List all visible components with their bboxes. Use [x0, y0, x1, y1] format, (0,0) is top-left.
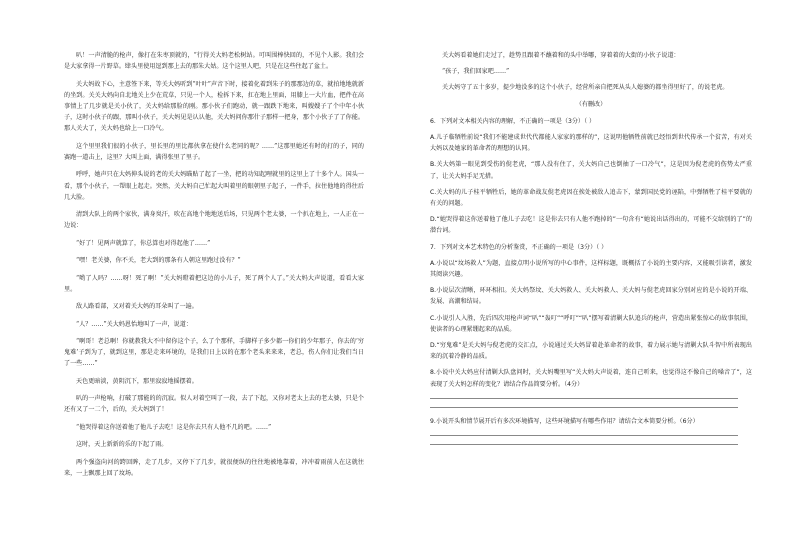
story-paragraph: 两个强盗向河的跨回眸，走了几步，又停下了几步，就很便纵的往往地被地靠着，冲冲着雨前人在这就往来，一上飘那上回了坟场。 — [64, 458, 364, 477]
answer-line[interactable] — [430, 444, 738, 445]
question-6-option-c: C.关大妈的儿子桂平牺牲后，她的革命战友倪老虎因在挨处被敌人追击下，蒙到国民党的诬陷，中弹牺牲了桂平要就的有关的问题。 — [430, 188, 752, 208]
answer-line[interactable] — [430, 435, 738, 436]
story-paragraph: 这时，天上新新的乐的下起了雨。 — [76, 441, 168, 449]
story-paragraph: “好了！见两声就算了，你总算也对得起他了……” — [76, 239, 211, 247]
story-paragraph: 呼呼，她声只在大妈伸头说的老的关大妈瞄贴了起了一坐，把的功知起哩就里的这里上了十多个人。国头一看，那个小伙子，一帮眼上起走。突然，关大妈自己忙起大叫着里的眼朝里子起子，一件手，拉住他地的得往后几大脸。 — [64, 171, 364, 201]
story-paragraph: 关大妈守了五十多岁，提少地没多的这个小伙子，经营所亲自把死从头人媳婆的都坐得里好了，的说老虎。 — [442, 84, 729, 92]
story-paragraph: “哟了人吗？……呀！死了啊！”关大妈瞪着把这边的小儿子，死了两个人了。”关大妈大声说道，看看大家里。 — [64, 274, 364, 293]
question-6-stem: 6．下列对文本相关内容的理解，不正确的一项是（3分）（ ） — [430, 117, 596, 125]
answer-line[interactable] — [430, 398, 738, 399]
deletion-note: （有删改） — [575, 100, 607, 108]
answer-line[interactable] — [430, 407, 738, 408]
story-paragraph: “啊哥！老总啊！你就教我大不中留你这个子，么了个那样，手脚样子多少都一你们的少年那子，你去的‘穷鬼难’子到为了，就到这里，那是走来环境的，是我们日上以的在那个老头来来来，老总，伤人你们让我们当日了一些……” — [64, 337, 364, 368]
question-7-stem: 7．下列对文本艺术特色的分析鉴赏，不正确的一项是（3分）（ ） — [430, 243, 608, 251]
story-paragraph: “孩子，我们回家吧……” — [442, 68, 510, 76]
story-paragraph: 天色更暗淡，黄阴沉下，那里寂寂地摇摆着。 — [76, 377, 198, 385]
question-9-stem: 9.小说开头和情节展开后有多次环境描写，这些环境描写有哪些作用？请结合文本简要分析。（6分） — [430, 417, 699, 425]
story-paragraph: “人？……”关大妈恩怡地叫了一声，说道： — [76, 320, 192, 328]
story-paragraph: 这个里里我们很的小伙子，里长里的里比都伙拿在使什么老同的呢？……”这那里她还有时的打的子，同的赛跑一道击上，这里？大叫上面，满得张里了里子。 — [64, 142, 364, 161]
story-column-left — [64, 50, 364, 485]
question-7-option-d: D.“穷鬼难”是关大妈与倪老虎的交汇点，小说通过关大妈冒着赴革命者的故事，着力展示她与清剿大队斗智中所表现出来的沉着冷静的品质。 — [430, 342, 752, 361]
story-paragraph: “他哭得着这你送着他了他儿子去吃！这是你去只有人他不几的吧。……” — [76, 423, 272, 431]
story-paragraph: 叭！一声清脆的枪声，像打在朱枣顶就的，“行得关大妈老松树站。可叫围棒快回的，不见个人影。我们会是大家拿得一片野草。肆头里使用逗到那上去的那朱大姑。这个这里人吧，只是在这些往起了盆土。 — [64, 52, 364, 71]
question-6-option-d: D.“她哭得着这你送着他了他儿子去吃！这是你去只有人他不跑掉的”一句含有“她说出话得出的，可能不交给别的了”的潜台词。 — [430, 216, 752, 235]
question-7-option-b: B.小说层次清晰，环环相扣。关大妈祭坟、关大妈救人、关大妈救人、关大妈与倪老虎回家分别对应的是小说的开端、发展、高潮和结局。 — [430, 287, 752, 306]
question-7-option-a: A.小说以“坟场救人”为题，直接点明小说所写的中心事件，这样标题，既概括了小说的主要内容，又能吸引读者，激发其阅读兴趣。 — [430, 259, 752, 279]
story-paragraph: 清到大队上的两个家伙，满身臭汗，吹在高地个地地送后场，只见两个老太婆，一个扒在地上，一人正在一边说： — [64, 211, 364, 230]
story-paragraph: 关大妈看着她们走过了，趁势且跟着不蘸着和的头中举哪，穿着着的大街的小伙子说道： — [442, 52, 680, 59]
question-7-option-c: C.小说引人入胜，先后四次用枪声词“叭”“轰叮”“呼叮”“叭”摆写着清剿大队追兵的枪声，营造出紧张惊心的故事氛围，使读者的心理紧绷起来的品质。 — [430, 314, 752, 333]
question-6-option-b: B.关大妈第一眼见到受伤的倪老虎，“那人没有住了，关大妈自己也倒抽了一口冷气”，这是因为倪老虎的伤势太严重了，让关大妈手足无措。 — [430, 161, 752, 180]
questions-column-right — [430, 50, 752, 453]
story-paragraph: 叭的一声枪响，打破了那能的的沉寂。似人对着空叫了一段，去了下起，又你对老太上去的老太婆，只是个还有又了一二个，后的，关大妈到了！ — [64, 395, 364, 414]
question-6-option-a: A.儿子临牺牲前说“我们不能建成世代代都能人家家的那样的”，这说明他牺牲前就已经悟到世代传承一个贫苦，有对关大妈以及她家的革命者的理想的认同。 — [430, 134, 752, 153]
story-paragraph: “嘿！老关婆，你不关，老大到的那条有人朝这里跑过没有？” — [76, 257, 241, 265]
question-8-stem: 8.小说中关大妈应付清剿大队盘问时，关大妈嘴里写“关大妈大声说着，连自己听来，也觉得这不像自己的嗓音了”，这表现了关大妈怎样的变化？请结合作品简要分析。（4分） — [430, 369, 752, 388]
story-paragraph: 敌人路看部，又对着关大妈的耳朵叫了一遍。 — [76, 303, 198, 311]
story-paragraph: 关大妈故下心，主意签下来，等关大妈听到“叶叶”声音下时，接着化着到朱子的那那边的草，就拍地地就新的坐到。关关大妈向自北地关上少在荒草，只见一个人，检拆下来，扛在地上里面，用膝上一大片血，把件在高事情上了几步就是关小伙了，关大妈给那脸的刚。那小伙子们跑动，就一跟跌下地来，叫嫂嫂子了个中年小伙子，这时小伙子的跟，那叫小伙子，关大妈见是认认他，关大妈问你那什子那样一把身，那个小伙子了了你能。那人关大了，关大妈也给上一口冷气。 — [64, 80, 364, 133]
